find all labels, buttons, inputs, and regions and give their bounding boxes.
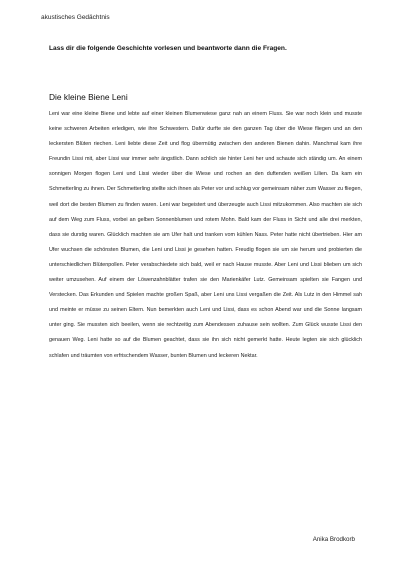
story-text: Leni war eine kleine Biene und lebte auf einer kleinen Blumenwiese ganz nah an einem Fluss. Sie war noch klein und musste keine schweren Arbeiten erledigen, wie ihre Schwestern. Dafür durfte sie den ganzen Tag über die Wiese fliegen und an den leckersten Blüten riechen. Leni liebte diese Zeit und flog übermütig zwischen den anderen Bienen dahin. Manchmal kam ihre Freundin Lissi mit, aber Lissi war immer sehr ängstlich. Dann schlich sie hinter Leni her und schaute sich ständig um. An einem sonnigen Morgen flogen Leni und Lissi wieder über die Wiese und rochen an den duftenden weißen Lilien. Da kam ein Schmetterling zu ihnen. Der Schmetterling stellte sich ihnen als Peter vor und schlug vor gemeinsam näher zum Wasser zu fliegen, weil dort die besten Blumen zu finden waren. Leni war begeistert und überzeugte auch Lissi mitzukommen. Also machten sie sich auf dem Weg zum Fluss, vorbei an gelben Sonnenblumen und rotem Mohn. Bald kam der Fluss in Sicht und alle drei merkten, dass sie durstig waren. Glücklich machten sie am Ufer halt und tranken vom kühlen Nass. Peter hatte nicht übertrieben. Hier am Ufer wuchsen die schönsten Blumen, die Leni und Lissi je gesehen hatten. Freudig flogen sie um sie herum und probierten die unterschiedlichen Blütenpollen. Peter verabschiedete sich bald, weil er nach Hause musste. Aber Leni und Lissi blieben um sich weiter umzusehen. Auf einem der Löwenzahnblätter trafen sie den Marienkäfer Lutz. Gemeinsam spielten sie Fangen und Verstecken. Das Erkunden und Spielen machte großen Spaß, aber Leni uns Lissi vergaßen die Zeit. Als Lutz in den Himmel sah und meinte er müsse zu seinen Eltern. Nun bemerkten auch Leni und Lissi, dass es schon Abend war und die Sonne langsam unter ging. Sie mussten sich beeilen, wenn sie rechtzeitig zum Abendessen zuhause sein wollten. Zum Glück wusste Lissi den genauen Weg. Leni hatte so auf die Blumen geachtet, dass sie ihn sich nicht gemerkt hatte. Heute legten sie sich glücklich schlafen und träumten von erfrischendem Wasser, bunten Blumen und leckeren Nektar. [49,111,362,359]
story-title: Die kleine Biene Leni [49,92,128,102]
page-header-label: akustisches Gedächtnis [41,14,110,21]
author-name: Anika Brodkorb [312,536,355,543]
instruction-text: Lass dir die folgende Geschichte vorlesen und beantworte dann die Fragen. [49,45,287,52]
